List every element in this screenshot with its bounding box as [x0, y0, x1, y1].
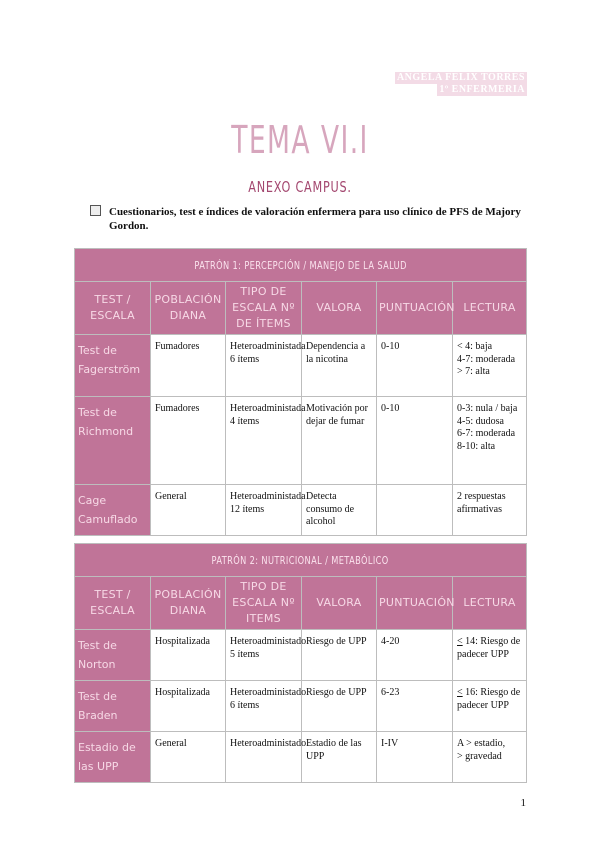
table-cell: < 4: baja 4-7: moderada > 7: alta: [453, 335, 527, 397]
column-header: VALORA: [302, 282, 377, 335]
table-cell: < 16: Riesgo de padecer UPP: [453, 681, 527, 732]
table-caption: PATRÓN 1: PERCEPCIÓN / MANEJO DE LA SALUD: [75, 249, 527, 282]
column-header: TIPO DE ESCALA Nº DE ÍTEMS: [226, 282, 302, 335]
table-cell: General: [151, 732, 226, 783]
table-row: [75, 485, 527, 536]
table-cell: 6-23: [377, 681, 453, 732]
pattern-1-table: [74, 248, 527, 536]
table-cell: 0-10: [377, 397, 453, 485]
table-row: [75, 397, 527, 485]
table-cell: 0-10: [377, 335, 453, 397]
bullet-text-line2: Gordon.: [109, 220, 149, 232]
column-header: LECTURA: [453, 577, 527, 630]
table-cell: I-IV: [377, 732, 453, 783]
less-equal-sign: <: [457, 636, 463, 647]
table-cell: Heteroadministado 5 ítems: [226, 630, 302, 681]
table-cell: Heteroadministado 6 ítems: [226, 681, 302, 732]
table-cell: Heteroadministada 12 ítems: [226, 485, 302, 536]
column-header: PUNTUACIÓN: [377, 282, 453, 335]
table-cell: Fumadores: [151, 397, 226, 485]
table-cell: Heteroadministada 6 ítems: [226, 335, 302, 397]
column-header: POBLACIÓN DIANA: [151, 282, 226, 335]
table-row: [75, 681, 527, 732]
less-equal-sign: <: [457, 687, 463, 698]
row-header: Cage Camuflado: [75, 485, 151, 536]
table-cell: Hospitalizada: [151, 681, 226, 732]
table-cell: Motivación por dejar de fumar: [302, 397, 377, 485]
table-row: [75, 335, 527, 397]
table-cell: Detecta consumo de alcohol: [302, 485, 377, 536]
table-cell: [377, 485, 453, 536]
table-cell: Estadio de las UPP: [302, 732, 377, 783]
column-header: VALORA: [302, 577, 377, 630]
table-cell: Riesgo de UPP: [302, 630, 377, 681]
table-caption: PATRÓN 2: NUTRICIONAL / METABÓLICO: [75, 544, 527, 577]
table-cell: Riesgo de UPP: [302, 681, 377, 732]
table-row: [75, 630, 527, 681]
table-cell: < 14: Riesgo de padecer UPP: [453, 630, 527, 681]
column-header: TEST / ESCALA: [75, 577, 151, 630]
table-cell: A > estadio, > gravedad: [453, 732, 527, 783]
column-header: POBLACIÓN DIANA: [151, 577, 226, 630]
bullet-text-line1: Cuestionarios, test e índices de valoración enfermera para uso clínico de PFS de Majory: [109, 206, 521, 218]
table-cell: 4-20: [377, 630, 453, 681]
checkbox-bullet-icon: [90, 205, 101, 216]
table-cell: 2 respuestas afirmativas: [453, 485, 527, 536]
author-name: ANGELA FELIX TORRES: [396, 72, 525, 83]
pattern-2-table: [74, 543, 527, 783]
table-cell: 0-3: nula / baja 4-5: dudosa 6-7: moderada 8-10: alta: [453, 397, 527, 485]
row-header: Test de Fagerström: [75, 335, 151, 397]
bullet-item: [90, 205, 530, 233]
row-header: Estadio de las UPP: [75, 732, 151, 783]
table-cell: Heteroadministada 4 ítems: [226, 397, 302, 485]
column-header: LECTURA: [453, 282, 527, 335]
table-cell: Heteroadministado: [226, 732, 302, 783]
course-name: 1º ENFERMERIA: [439, 84, 525, 95]
page-title: TEMA VI.I: [231, 118, 369, 162]
table-cell: Dependencia a la nicotina: [302, 335, 377, 397]
row-header: Test de Braden: [75, 681, 151, 732]
table-cell: General: [151, 485, 226, 536]
author-label: [395, 72, 527, 96]
column-header: PUNTUACIÓN: [377, 577, 453, 630]
column-header: TEST / ESCALA: [75, 282, 151, 335]
row-header: Test de Norton: [75, 630, 151, 681]
page-subtitle: ANEXO CAMPUS.: [248, 178, 352, 196]
page-number: 1: [520, 797, 526, 809]
column-header: TIPO DE ESCALA Nº ITEMS: [226, 577, 302, 630]
row-header: Test de Richmond: [75, 397, 151, 485]
table-row: [75, 732, 527, 783]
table-cell: Fumadores: [151, 335, 226, 397]
table-cell: Hospitalizada: [151, 630, 226, 681]
